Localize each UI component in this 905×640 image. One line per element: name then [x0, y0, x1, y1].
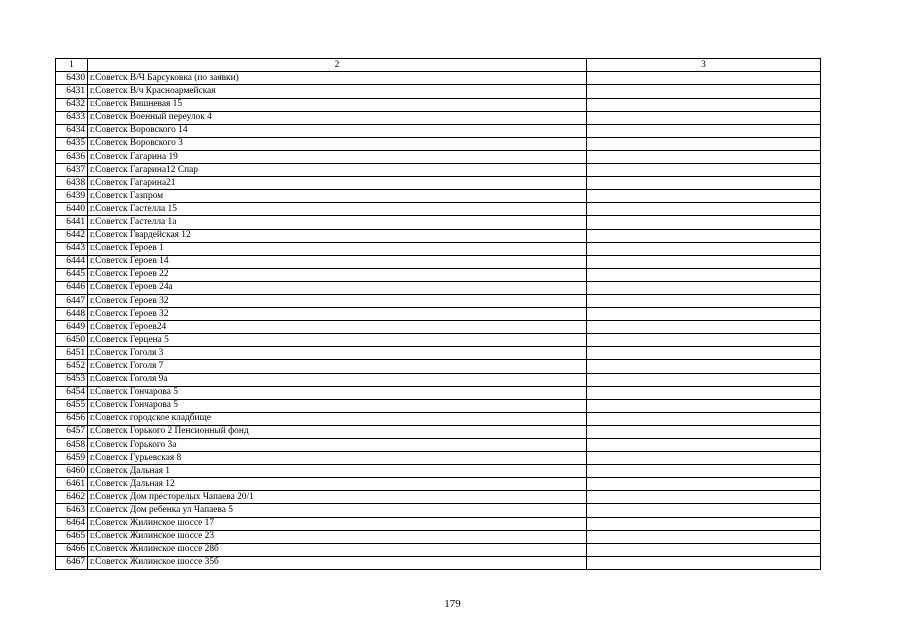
row-address-cell: г.Советск Гагарина 19 — [88, 150, 587, 163]
row-number-cell: 6464 — [56, 517, 88, 530]
row-value-cell — [587, 216, 821, 229]
table-row — [56, 425, 821, 438]
row-number-cell: 6450 — [56, 334, 88, 347]
table-row — [56, 203, 821, 216]
row-number-cell: 6442 — [56, 229, 88, 242]
row-value-cell — [587, 98, 821, 111]
row-address-cell: г.Советск Гоголя 7 — [88, 360, 587, 373]
row-address-cell: г.Советск Жилинское шоссе 35б — [88, 556, 587, 569]
row-number-cell: 6457 — [56, 425, 88, 438]
row-number-cell: 6460 — [56, 465, 88, 478]
row-value-cell — [587, 530, 821, 543]
row-value-cell — [587, 294, 821, 307]
row-address-cell: г.Советск Гагарина12 Спар — [88, 164, 587, 177]
row-value-cell — [587, 504, 821, 517]
row-number-cell: 6434 — [56, 124, 88, 137]
row-number-cell: 6463 — [56, 504, 88, 517]
row-address-cell: г.Советск Герцена 5 — [88, 334, 587, 347]
row-number-cell: 6447 — [56, 294, 88, 307]
row-address-cell: г.Советск Героев24 — [88, 321, 587, 334]
table-row — [56, 517, 821, 530]
table-row — [56, 124, 821, 137]
table-row — [56, 281, 821, 294]
row-number-cell: 6430 — [56, 72, 88, 85]
row-address-cell: г.Советск Газпром — [88, 190, 587, 203]
row-value-cell — [587, 478, 821, 491]
row-number-cell: 6466 — [56, 543, 88, 556]
table-row — [56, 360, 821, 373]
row-address-cell: г.Советск Героев 14 — [88, 255, 587, 268]
row-number-cell: 6461 — [56, 478, 88, 491]
row-value-cell — [587, 517, 821, 530]
table-row — [56, 111, 821, 124]
table-body — [56, 59, 821, 570]
row-address-cell: г.Советск Гагарина21 — [88, 177, 587, 190]
row-value-cell — [587, 85, 821, 98]
row-number-cell: 6435 — [56, 137, 88, 150]
page-number: 179 — [444, 598, 461, 610]
row-value-cell — [587, 308, 821, 321]
row-value-cell — [587, 190, 821, 203]
row-value-cell — [587, 347, 821, 360]
row-value-cell — [587, 543, 821, 556]
row-address-cell: г.Советск Героев 32 — [88, 294, 587, 307]
row-address-cell: г.Советск Гурьевская 8 — [88, 452, 587, 465]
table-row — [56, 373, 821, 386]
table-row — [56, 465, 821, 478]
table-row — [56, 321, 821, 334]
row-address-cell: г.Советск Дом престорелых Чапаева 20/1 — [88, 491, 587, 504]
row-address-cell: г.Советск Жилинское шоссе 28б — [88, 543, 587, 556]
row-address-cell: г.Советск Гончарова 5 — [88, 386, 587, 399]
row-number-cell: 6456 — [56, 412, 88, 425]
table-row — [56, 439, 821, 452]
row-address-cell: г.Советск Героев 32 — [88, 308, 587, 321]
row-value-cell — [587, 556, 821, 569]
row-number-cell: 6433 — [56, 111, 88, 124]
table-row — [56, 452, 821, 465]
row-value-cell — [587, 72, 821, 85]
row-number-cell: 6451 — [56, 347, 88, 360]
row-address-cell: г.Советск Дальная 12 — [88, 478, 587, 491]
table-row — [56, 294, 821, 307]
table-row — [56, 255, 821, 268]
row-value-cell — [587, 399, 821, 412]
row-value-cell — [587, 425, 821, 438]
table-row — [56, 478, 821, 491]
table-row — [56, 386, 821, 399]
row-address-cell: г.Советск Героев 22 — [88, 268, 587, 281]
row-value-cell — [587, 255, 821, 268]
row-address-cell: г.Советск В/ч Красноармейская — [88, 85, 587, 98]
table-row — [56, 216, 821, 229]
row-number-cell: 6462 — [56, 491, 88, 504]
table-row — [56, 150, 821, 163]
table-row — [56, 308, 821, 321]
row-number-cell: 6443 — [56, 242, 88, 255]
row-number-cell: 6467 — [56, 556, 88, 569]
table-row — [56, 504, 821, 517]
row-number-cell: 6455 — [56, 399, 88, 412]
row-number-cell: 6449 — [56, 321, 88, 334]
row-value-cell — [587, 164, 821, 177]
table-row — [56, 334, 821, 347]
row-address-cell: г.Советск Гвардейская 12 — [88, 229, 587, 242]
table-row — [56, 242, 821, 255]
row-value-cell — [587, 491, 821, 504]
row-value-cell — [587, 177, 821, 190]
row-number-cell: 6448 — [56, 308, 88, 321]
row-address-cell: г.Советск В/Ч Барсуковка (по заявки) — [88, 72, 587, 85]
table-row — [56, 98, 821, 111]
table-row — [56, 530, 821, 543]
row-value-cell — [587, 137, 821, 150]
row-address-cell: г.Советск Гоголя 3 — [88, 347, 587, 360]
row-address-cell: г.Советск Горького 2 Пенсионный фонд — [88, 425, 587, 438]
row-value-cell — [587, 111, 821, 124]
row-number-cell: 6458 — [56, 439, 88, 452]
row-value-cell — [587, 452, 821, 465]
row-number-cell: 6446 — [56, 281, 88, 294]
row-value-cell — [587, 373, 821, 386]
row-address-cell: г.Советск Гончарова 5 — [88, 399, 587, 412]
row-value-cell — [587, 268, 821, 281]
row-value-cell — [587, 412, 821, 425]
table-row — [56, 399, 821, 412]
row-number-cell: 6439 — [56, 190, 88, 203]
row-address-cell: г.Советск Дальная 1 — [88, 465, 587, 478]
row-value-cell — [587, 229, 821, 242]
row-number-cell: 6431 — [56, 85, 88, 98]
row-address-cell: г.Советск Гастелла 1а — [88, 216, 587, 229]
table-row — [56, 412, 821, 425]
table-row — [56, 268, 821, 281]
row-number-cell: 6453 — [56, 373, 88, 386]
row-value-cell — [587, 465, 821, 478]
row-number-cell: 6444 — [56, 255, 88, 268]
table-row — [56, 190, 821, 203]
row-address-cell: г.Советск Военный переулок 4 — [88, 111, 587, 124]
table-row — [56, 491, 821, 504]
table-row — [56, 347, 821, 360]
table-row — [56, 229, 821, 242]
row-value-cell — [587, 242, 821, 255]
row-value-cell — [587, 439, 821, 452]
row-address-cell: г.Советск Гоголя 9а — [88, 373, 587, 386]
row-number-cell: 6441 — [56, 216, 88, 229]
row-number-cell: 6465 — [56, 530, 88, 543]
row-value-cell — [587, 281, 821, 294]
row-address-cell: г.Советск Воровского 14 — [88, 124, 587, 137]
table-header-row — [56, 59, 821, 72]
table-row — [56, 137, 821, 150]
table-row — [56, 85, 821, 98]
column-header-1: 1 — [56, 59, 88, 72]
row-address-cell: г.Советск Горького 3а — [88, 439, 587, 452]
row-number-cell: 6452 — [56, 360, 88, 373]
row-number-cell: 6445 — [56, 268, 88, 281]
row-value-cell — [587, 386, 821, 399]
row-number-cell: 6432 — [56, 98, 88, 111]
address-table — [55, 58, 821, 570]
row-number-cell: 6436 — [56, 150, 88, 163]
row-number-cell: 6454 — [56, 386, 88, 399]
row-value-cell — [587, 334, 821, 347]
row-number-cell: 6437 — [56, 164, 88, 177]
row-number-cell: 6438 — [56, 177, 88, 190]
row-number-cell: 6459 — [56, 452, 88, 465]
table-row — [56, 164, 821, 177]
column-header-3: 3 — [587, 59, 821, 72]
table-row — [56, 72, 821, 85]
table-row — [56, 177, 821, 190]
row-value-cell — [587, 360, 821, 373]
row-address-cell: г.Советск Вишневая 15 — [88, 98, 587, 111]
row-address-cell: г.Советск Жилинское шоссе 23 — [88, 530, 587, 543]
row-address-cell: г.Советск Дом ребенка ул Чапаева 5 — [88, 504, 587, 517]
row-address-cell: г.Советск Героев 24а — [88, 281, 587, 294]
row-address-cell: г.Советск Воровского 3 — [88, 137, 587, 150]
row-address-cell: г.Советск Гастелла 15 — [88, 203, 587, 216]
column-header-2: 2 — [88, 59, 587, 72]
row-value-cell — [587, 124, 821, 137]
row-value-cell — [587, 150, 821, 163]
row-address-cell: г.Советск Героев 1 — [88, 242, 587, 255]
row-address-cell: г.Советск городское кладбище — [88, 412, 587, 425]
table-row — [56, 556, 821, 569]
table-row — [56, 543, 821, 556]
row-value-cell — [587, 203, 821, 216]
row-address-cell: г.Советск Жилинское шоссе 17 — [88, 517, 587, 530]
row-number-cell: 6440 — [56, 203, 88, 216]
row-value-cell — [587, 321, 821, 334]
